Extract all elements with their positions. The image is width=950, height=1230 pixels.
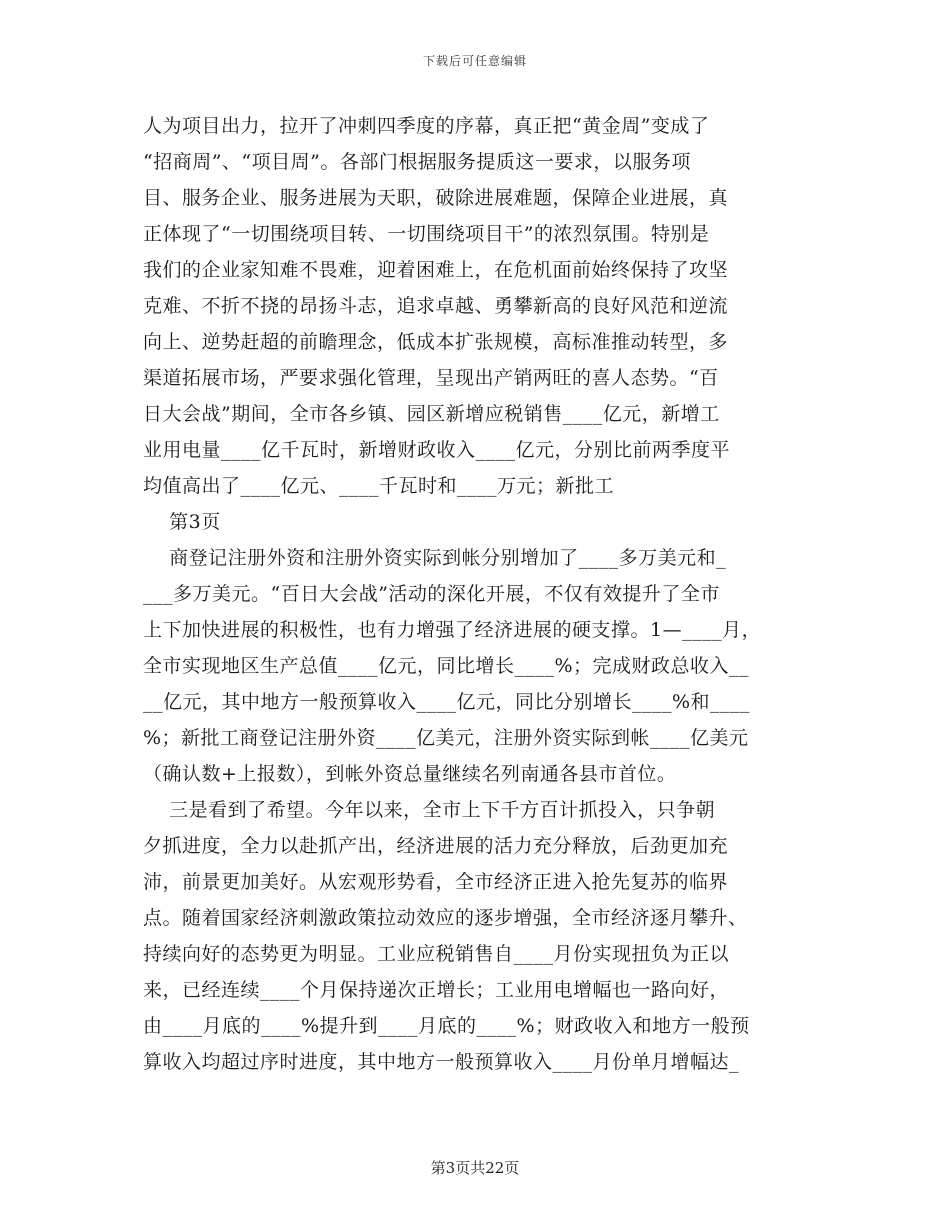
text-line: 克难、不折不挠的昂扬斗志，追求卓越、勇攀新高的良好风范和逆流	[143, 295, 729, 317]
text-line: %；新批工商登记注册外资____亿美元，注册外资实际到帐____亿美元	[143, 727, 749, 749]
page-header: 下载后可任意编辑	[422, 54, 527, 68]
text-line: 全市实现地区生产总值____亿元，同比增长____%；完成财政总收入__	[143, 655, 750, 677]
text-line: 业用电量____亿千瓦时，新增财政收入____亿元，分别比前两季度平	[143, 439, 731, 461]
text-line: 渠道拓展市场，严要求强化管理，呈现出产销两旺的喜人态势。“百	[143, 367, 719, 389]
text-line: 上下加快进展的积极性，也有力增强了经济进展的硬支撑。1—____月，	[143, 619, 762, 641]
document-body	[143, 108, 818, 1080]
text-line: 日大会战”期间，全市各乡镇、园区新增应税销售____亿元，新增工	[143, 403, 720, 425]
text-line: 正体现了“一切围绕项目转、一切围绕项目干”的浓烈氛围。特别是	[143, 223, 710, 245]
text-line: 持续向好的态势更为明显。工业应税销售自____月份实现扭负为正以	[143, 943, 730, 965]
text-line: “招商周”、“项目周”。各部门根据服务提质这一要求，以服务项	[143, 151, 691, 173]
text-line: 夕抓进度，全力以赴抓产出，经济进展的活力充分释放，后劲更加充	[143, 835, 729, 857]
page-marker: 第3页	[143, 511, 221, 533]
text-line: 均值高出了____亿元、____千瓦时和____万元；新批工	[143, 475, 615, 497]
text-line: 沛，前景更加美好。从宏观形势看，全市经济正进入抢先复苏的临界	[143, 871, 729, 893]
text-line: 点。随着国家经济刺激政策拉动效应的逐步增强，全市经济逐月攀升、	[143, 907, 748, 929]
page-footer: 第3页共22页	[430, 1159, 520, 1177]
text-line: 商登记注册外资和注册外资实际到帐分别增加了____多万美元和_	[143, 547, 727, 569]
text-line: 我们的企业家知难不畏难，迎着困难上，在危机面前始终保持了攻坚	[143, 259, 729, 281]
text-line: __亿元，其中地方一般预算收入____亿元，同比分别增长____%和____	[143, 691, 751, 713]
text-line: （确认数+上报数），到帐外资总量继续名列南通各县市首位。	[143, 763, 677, 785]
text-line: 由____月底的____%提升到____月底的____%；财政收入和地方一般预	[143, 1015, 750, 1037]
text-line: 三是看到了希望。今年以来，全市上下千方百计抓投入，只争朝	[143, 799, 716, 821]
text-line: 算收入均超过序时进度，其中地方一般预算收入____月份单月增幅达_	[143, 1051, 740, 1073]
text-line: ___多万美元。“百日大会战”活动的深化开展，不仅有效提升了全市	[143, 583, 720, 605]
text-line: 向上、逆势赶超的前瞻理念，低成本扩张规模，高标准推动转型，多	[143, 331, 729, 353]
text-line: 目、服务企业、服务进展为天职，破除进展难题，保障企业进展，真	[143, 187, 729, 209]
text-line: 来，已经连续____个月保持递次正增长；工业用电增幅也一路向好，	[143, 979, 730, 1001]
text-line: 人为项目出力，拉开了冲刺四季度的序幕，真正把“黄金周”变成了	[143, 115, 710, 137]
